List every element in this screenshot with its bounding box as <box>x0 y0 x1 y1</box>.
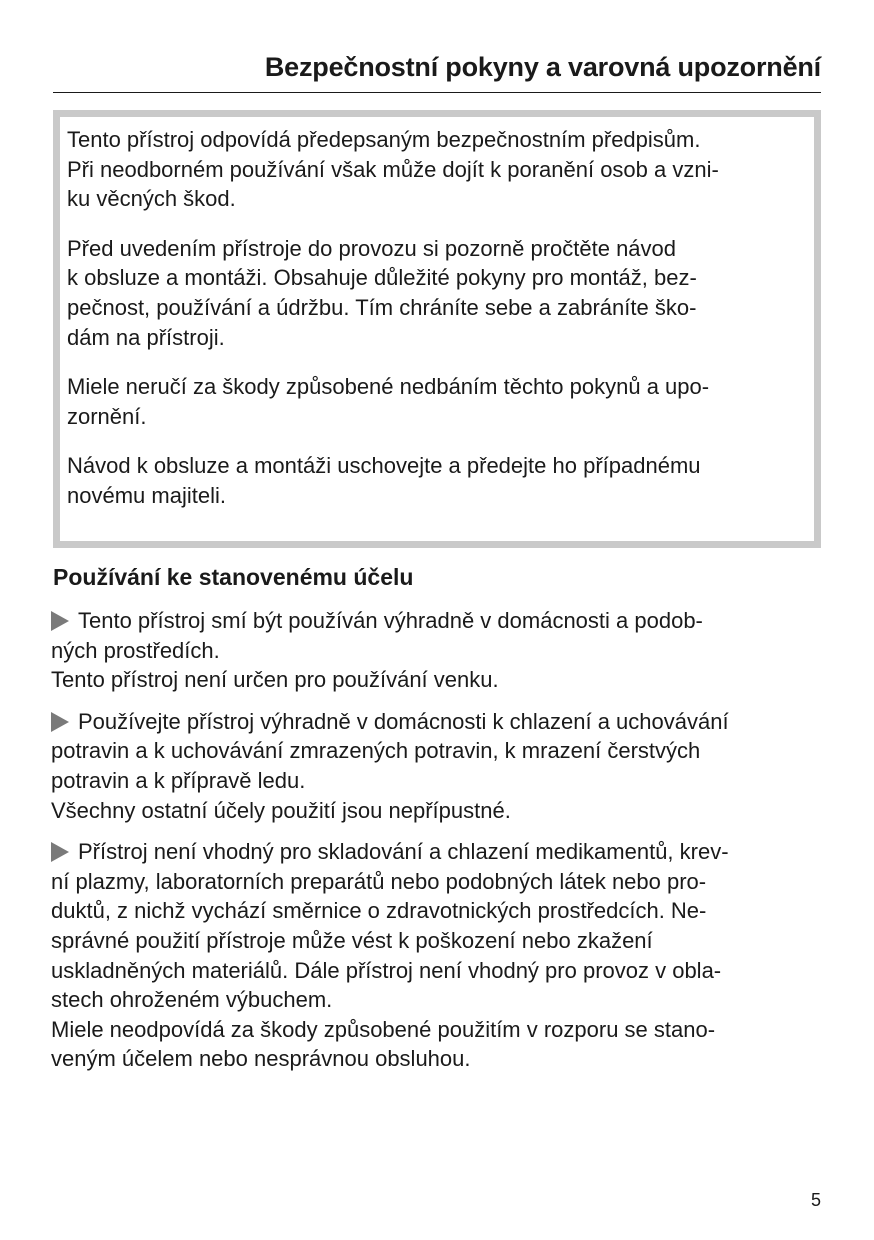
bullet-text: Tento přístroj smí být používán výhradně v domácnosti a podob- <box>78 608 703 633</box>
notice-paragraph <box>67 451 802 510</box>
section-heading: Používání ke stanovenému účelu <box>53 564 414 590</box>
bullet-item <box>51 837 831 1074</box>
text-line: Všechny ostatní účely použití jsou nepřípustné. <box>51 797 511 823</box>
text-line: novému majiteli. <box>67 482 226 508</box>
text-line: Tento přístroj odpovídá předepsaným bezpečnostním předpisům. <box>67 127 701 152</box>
page-header-title: Bezpečnostní pokyny a varovná upozornění <box>264 52 821 82</box>
notice-paragraph <box>67 234 802 352</box>
text-line: ní plazmy, laboratorních preparátů nebo podobných látek nebo pro- <box>51 868 707 894</box>
text-line: ných prostředích. <box>51 637 220 663</box>
text-line: ku věcných škod. <box>67 186 236 212</box>
bullet-item <box>51 707 831 825</box>
safety-notice-box <box>53 110 821 548</box>
text-line: Návod k obsluze a montáži uschovejte a předejte ho případnému <box>67 453 701 479</box>
text-line: Před uvedením přístroje do provozu si pozorně pročtěte návod <box>67 235 677 261</box>
text-line <box>51 837 831 867</box>
text-line: stech ohroženém výbuchem. <box>51 987 333 1013</box>
bullet-item <box>51 606 831 695</box>
notice-paragraph <box>67 125 802 214</box>
text-line: Miele neodpovídá za škody způsobené použitím v rozporu se stano- <box>51 1016 716 1042</box>
text-line: k obsluze a montáži. Obsahuje důležité pokyny pro montáž, bez- <box>67 265 697 291</box>
text-line: Tento přístroj není určen pro používání venku. <box>51 667 499 693</box>
text-line <box>51 707 831 737</box>
text-line: dám na přístroji. <box>67 324 225 350</box>
triangle-bullet-icon <box>51 611 69 631</box>
text-line: duktů, z nichž vychází směrnice o zdravotnických prostředcích. Ne- <box>51 898 707 924</box>
triangle-bullet-icon <box>51 712 69 732</box>
text-line: Při neodborném používání však může dojít k poranění osob a vzni- <box>67 156 719 182</box>
text-line: uskladněných materiálů. Dále přístroj není vhodný pro provoz v obla- <box>51 957 722 983</box>
text-line: pečnost, používání a údržbu. Tím chráníte sebe a zabráníte ško- <box>67 294 697 320</box>
text-line: Miele neručí za škody způsobené nedbáním těchto pokynů a upo- <box>67 374 710 400</box>
text-line: zornění. <box>67 403 147 429</box>
text-line: potravin a k přípravě ledu. <box>51 767 306 793</box>
text-line <box>51 606 831 636</box>
page-number: 5 <box>810 1190 821 1210</box>
text-line: správné použití přístroje může vést k poškození nebo zkažení <box>51 927 653 953</box>
text-line: potravin a k uchovávání zmrazených potravin, k mrazení čerstvých <box>51 738 701 764</box>
intended-use-section <box>51 606 831 1086</box>
triangle-bullet-icon <box>51 842 69 862</box>
bullet-text: Používejte přístroj výhradně v domácnosti k chlazení a uchovávání <box>78 708 729 734</box>
text-line: veným účelem nebo nesprávnou obsluhou. <box>51 1046 471 1072</box>
notice-paragraph <box>67 372 802 431</box>
bullet-text: Přístroj není vhodný pro skladování a chlazení medikamentů, krev- <box>78 839 729 865</box>
header-divider <box>53 92 821 93</box>
